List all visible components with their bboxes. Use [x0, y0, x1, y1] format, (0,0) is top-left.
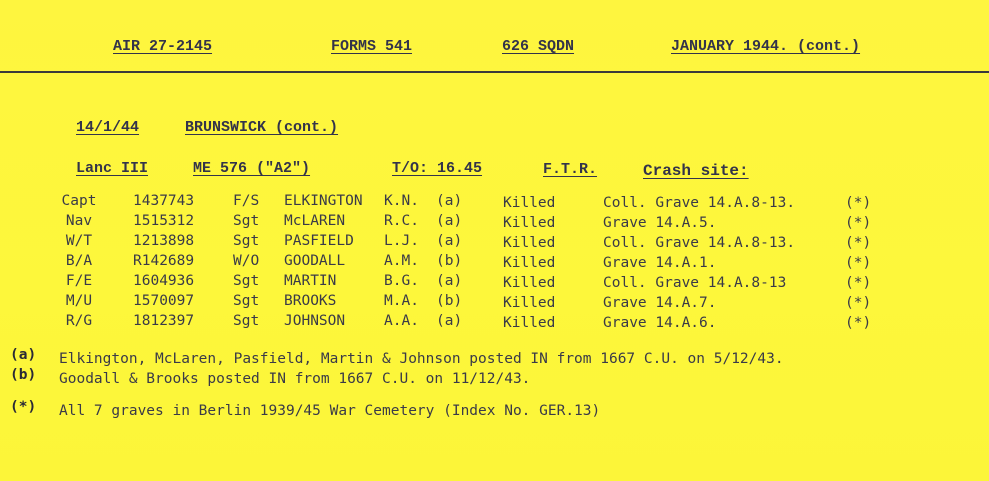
crew-fate: Killed [503, 215, 556, 231]
air-ref-heading: AIR 27-2145 [113, 38, 213, 55]
crew-grave-ref: (*) [845, 295, 872, 311]
crew-fate: Killed [503, 295, 556, 311]
crew-initials: L.J. [384, 233, 419, 249]
crew-grave: Coll. Grave 14.A.8-13. [603, 235, 796, 251]
crew-initials: B.G. [384, 273, 419, 289]
crew-grave-ref: (*) [845, 315, 872, 331]
note-b-mark: (b) [10, 367, 37, 383]
note-star-text: All 7 graves in Berlin 1939/45 War Cemetery (Index No. GER.13) [59, 403, 601, 419]
crew-rank: Sgt [233, 313, 260, 329]
crew-fate: Killed [503, 235, 556, 251]
service-number: 1213898 [133, 233, 195, 249]
service-number: 1570097 [133, 293, 195, 309]
crew-role: M/U [65, 293, 93, 309]
crew-role: R/G [65, 313, 93, 329]
crew-grave: Grave 14.A.5. [603, 215, 717, 231]
crew-initials: M.A. [384, 293, 419, 309]
crew-note: (a) [436, 313, 463, 329]
crew-surname: GOODALL [284, 253, 346, 269]
takeoff-time: T/O: 16.45 [392, 160, 483, 177]
crew-fate: Killed [503, 275, 556, 291]
crew-rank: Sgt [233, 233, 260, 249]
crew-surname: JOHNSON [284, 313, 346, 329]
service-number: 1515312 [133, 213, 195, 229]
aircraft-status: F.T.R. [543, 161, 598, 178]
crew-surname: McLAREN [284, 213, 346, 229]
raid-date: 14/1/44 [76, 119, 140, 136]
crew-rank: Sgt [233, 273, 260, 289]
crew-fate: Killed [503, 255, 556, 271]
crew-grave: Coll. Grave 14.A.8-13. [603, 195, 796, 211]
crew-rank: Sgt [233, 293, 260, 309]
raid-target: BRUNSWICK (cont.) [185, 119, 339, 136]
aircraft-serial: ME 576 ("A2") [193, 160, 311, 177]
crew-surname: ELKINGTON [284, 193, 363, 209]
crew-surname: BROOKS [284, 293, 337, 309]
crew-initials: A.A. [384, 313, 419, 329]
note-a-mark: (a) [10, 347, 37, 363]
note-b-text: Goodall & Brooks posted IN from 1667 C.U. on 11/12/43. [59, 371, 531, 387]
service-number: 1604936 [133, 273, 195, 289]
crew-fate: Killed [503, 195, 556, 211]
crash-site-label: Crash site: [643, 162, 749, 180]
crew-note: (a) [436, 273, 463, 289]
crew-note: (b) [436, 293, 463, 309]
crew-grave: Grave 14.A.1. [603, 255, 717, 271]
note-a-text: Elkington, McLaren, Pasfield, Martin & Johnson posted IN from 1667 C.U. on 5/12/43. [59, 351, 784, 367]
crew-initials: R.C. [384, 213, 419, 229]
forms-heading: FORMS 541 [331, 38, 413, 55]
crew-grave-ref: (*) [845, 275, 872, 291]
crew-grave: Coll. Grave 14.A.8-13 [603, 275, 787, 291]
crew-surname: MARTIN [284, 273, 337, 289]
note-star-mark: (*) [10, 399, 37, 415]
crew-note: (a) [436, 233, 463, 249]
aircraft-type: Lanc III [76, 160, 149, 177]
crew-rank: W/O [233, 253, 260, 269]
service-number: 1437743 [133, 193, 195, 209]
crew-grave-ref: (*) [845, 235, 872, 251]
crew-initials: A.M. [384, 253, 419, 269]
crew-initials: K.N. [384, 193, 419, 209]
crew-grave: Grave 14.A.6. [603, 315, 717, 331]
crew-note: (a) [436, 213, 463, 229]
crew-rank: F/S [233, 193, 260, 209]
crew-grave-ref: (*) [845, 195, 872, 211]
crew-fate: Killed [503, 315, 556, 331]
crew-role: W/T [65, 233, 93, 249]
service-number: 1812397 [133, 313, 195, 329]
crew-grave: Grave 14.A.7. [603, 295, 717, 311]
crew-grave-ref: (*) [845, 255, 872, 271]
crew-role: B/A [65, 253, 93, 269]
service-number: R142689 [133, 253, 195, 269]
crew-note: (a) [436, 193, 463, 209]
squadron-heading: 626 SQDN [502, 38, 575, 55]
crew-grave-ref: (*) [845, 215, 872, 231]
period-heading: JANUARY 1944. (cont.) [671, 38, 861, 55]
crew-role: Capt [61, 193, 97, 209]
crew-surname: PASFIELD [284, 233, 354, 249]
crew-note: (b) [436, 253, 463, 269]
crew-role: Nav [65, 213, 93, 229]
crew-role: F/E [65, 273, 93, 289]
header-divider [0, 71, 989, 73]
crew-rank: Sgt [233, 213, 260, 229]
